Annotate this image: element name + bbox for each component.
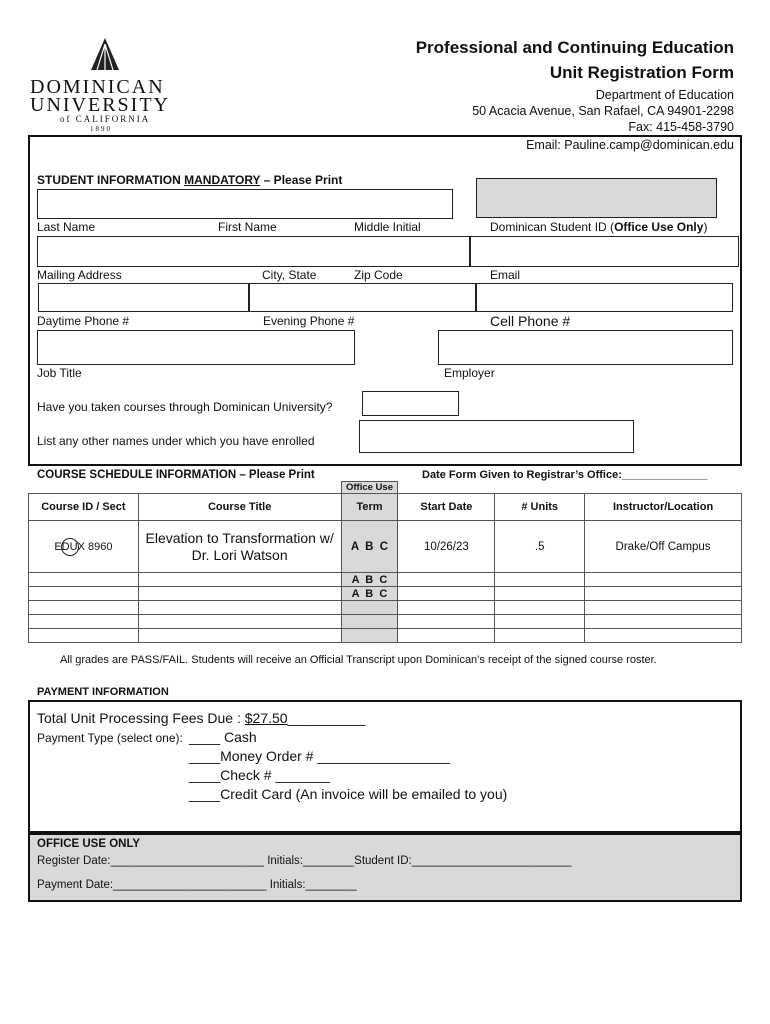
empty-cell[interactable] bbox=[585, 573, 742, 587]
other-names-input[interactable] bbox=[359, 420, 634, 453]
payment-money-order-option[interactable]: ____Money Order # _________________ bbox=[189, 748, 450, 764]
taken-courses-label: Have you taken courses through Dominican University? bbox=[37, 400, 333, 414]
grades-note: All grades are PASS/FAIL. Students will receive an Official Transcript upon Dominican’s receipt of the signed course roster. bbox=[60, 654, 657, 666]
logo-tower-icon bbox=[85, 36, 125, 72]
logo-line-4: 1890 bbox=[90, 125, 112, 133]
empty-cell[interactable] bbox=[585, 601, 742, 615]
course-id-cell[interactable] bbox=[29, 521, 139, 573]
heading-pre: STUDENT INFORMATION bbox=[37, 173, 185, 187]
header-fax: Fax: 415-458-3790 bbox=[628, 120, 734, 134]
start-date-cell[interactable]: 10/26/23 bbox=[398, 521, 495, 573]
other-names-label: List any other names under which you have enrolled bbox=[37, 434, 315, 448]
schedule-heading: COURSE SCHEDULE INFORMATION – Please Print bbox=[37, 469, 315, 481]
email-label: Email bbox=[490, 268, 521, 282]
total-fees-label: Total Unit Processing Fees Due : bbox=[37, 710, 245, 726]
email-input[interactable] bbox=[470, 236, 739, 267]
student-id-bold: Office Use Only bbox=[614, 220, 704, 234]
course-title-cell[interactable]: Elevation to Transformation w/ Dr. Lori Watson bbox=[138, 521, 341, 573]
mailing-address-input[interactable] bbox=[37, 236, 470, 267]
evening-phone-label: Evening Phone # bbox=[263, 314, 355, 328]
table-row bbox=[29, 573, 742, 587]
empty-cell[interactable] bbox=[29, 601, 139, 615]
payment-heading: PAYMENT INFORMATION bbox=[37, 686, 169, 698]
heading-mandatory: MANDATORY bbox=[184, 173, 261, 187]
empty-cell[interactable] bbox=[495, 587, 585, 601]
header-title-1: Professional and Continuing Education bbox=[415, 38, 734, 57]
empty-cell[interactable] bbox=[29, 573, 139, 587]
total-fees-value: $27.50 bbox=[244, 710, 288, 726]
job-title-label: Job Title bbox=[37, 366, 82, 380]
empty-cell[interactable] bbox=[398, 573, 495, 587]
middle-initial-label: Middle Initial bbox=[354, 220, 421, 234]
table-row bbox=[29, 615, 742, 629]
empty-cell[interactable] bbox=[398, 601, 495, 615]
col-course-id: Course ID / Sect bbox=[29, 494, 139, 521]
col-term: Term bbox=[341, 494, 398, 521]
col-course-title: Course Title bbox=[138, 494, 341, 521]
empty-cell[interactable] bbox=[29, 629, 139, 643]
daytime-phone-label: Daytime Phone # bbox=[37, 314, 130, 328]
last-name-label: Last Name bbox=[37, 220, 96, 234]
term-cell[interactable] bbox=[341, 629, 398, 643]
zip-code-label: Zip Code bbox=[354, 268, 403, 282]
header-title-2: Unit Registration Form bbox=[549, 63, 734, 82]
payment-type-label: Payment Type (select one): bbox=[37, 731, 183, 745]
empty-cell[interactable] bbox=[138, 587, 341, 601]
instructor-cell[interactable]: Drake/Off Campus bbox=[585, 521, 742, 573]
office-use-heading: OFFICE USE ONLY bbox=[37, 838, 141, 850]
city-state-label: City, State bbox=[262, 268, 317, 282]
total-fees-line bbox=[37, 710, 365, 726]
taken-courses-input[interactable] bbox=[362, 391, 459, 416]
table-row bbox=[29, 629, 742, 643]
employer-label: Employer bbox=[444, 366, 495, 380]
empty-cell[interactable] bbox=[29, 615, 139, 629]
col-start-date: Start Date bbox=[398, 494, 495, 521]
course-id-value: EDUX 8960 bbox=[54, 540, 113, 553]
table-row bbox=[29, 601, 742, 615]
date-form-label: Date Form Given to Registrar’s Office:______________ bbox=[422, 469, 708, 481]
employer-input[interactable] bbox=[438, 330, 733, 365]
empty-cell[interactable] bbox=[495, 601, 585, 615]
empty-cell[interactable] bbox=[398, 615, 495, 629]
daytime-phone-input[interactable] bbox=[38, 283, 249, 312]
empty-cell[interactable] bbox=[398, 587, 495, 601]
header-address: 50 Acacia Avenue, San Rafael, CA 94901-2298 bbox=[472, 104, 734, 118]
term-cell[interactable] bbox=[341, 601, 398, 615]
university-logo bbox=[30, 36, 175, 136]
name-input[interactable] bbox=[37, 189, 453, 219]
evening-phone-input[interactable] bbox=[249, 283, 476, 312]
term-cell[interactable] bbox=[341, 615, 398, 629]
header-dept: Department of Education bbox=[595, 88, 734, 102]
student-id-pre: Dominican Student ID ( bbox=[490, 220, 615, 234]
empty-cell[interactable] bbox=[585, 615, 742, 629]
term-cell[interactable]: A B C bbox=[341, 521, 398, 573]
term-cell[interactable]: A B C bbox=[341, 587, 398, 601]
empty-cell[interactable] bbox=[138, 573, 341, 587]
student-info-heading bbox=[37, 173, 342, 187]
empty-cell[interactable] bbox=[29, 587, 139, 601]
total-fees-tail: __________ bbox=[287, 710, 366, 726]
office-payment-line: Payment Date:________________________ Initials:________ bbox=[37, 879, 357, 891]
office-use-tab: Office Use bbox=[341, 481, 398, 493]
empty-cell[interactable] bbox=[495, 615, 585, 629]
payment-check-option[interactable]: ____Check # _______ bbox=[189, 767, 330, 783]
table-header-row bbox=[29, 494, 742, 521]
term-cell[interactable]: A B C bbox=[341, 573, 398, 587]
student-id-input bbox=[476, 178, 717, 218]
table-row bbox=[29, 587, 742, 601]
units-cell[interactable]: .5 bbox=[495, 521, 585, 573]
first-name-label: First Name bbox=[218, 220, 277, 234]
empty-cell[interactable] bbox=[138, 615, 341, 629]
payment-credit-card-option[interactable]: ____Credit Card (An invoice will be emailed to you) bbox=[189, 786, 508, 802]
circle-mark-icon bbox=[61, 538, 79, 556]
logo-line-3: of CALIFORNIA bbox=[60, 114, 151, 124]
job-title-input[interactable] bbox=[37, 330, 355, 365]
course-schedule-table bbox=[28, 493, 742, 643]
heading-post: – Please Print bbox=[260, 173, 343, 187]
empty-cell[interactable] bbox=[138, 601, 341, 615]
office-register-line: Register Date:________________________ Initials:________Student ID:_________________________ bbox=[37, 855, 572, 867]
form-header bbox=[416, 38, 734, 134]
cell-phone-input[interactable] bbox=[476, 283, 733, 312]
empty-cell[interactable] bbox=[398, 629, 495, 643]
header-email: Email: Pauline.camp@dominican.edu bbox=[526, 138, 734, 152]
empty-cell[interactable] bbox=[495, 573, 585, 587]
logo-line-2: UNIVERSITY bbox=[30, 94, 170, 116]
cell-phone-label: Cell Phone # bbox=[490, 313, 571, 329]
student-id-label bbox=[490, 220, 707, 234]
empty-cell[interactable] bbox=[585, 587, 742, 601]
table-row bbox=[29, 521, 742, 573]
empty-cell[interactable] bbox=[585, 629, 742, 643]
empty-cell[interactable] bbox=[138, 629, 341, 643]
logo-line-1: DOMINICAN bbox=[30, 76, 165, 98]
empty-cell[interactable] bbox=[495, 629, 585, 643]
student-id-post: ) bbox=[703, 220, 708, 234]
payment-cash-option[interactable]: ____ Cash bbox=[189, 729, 257, 745]
col-instructor: Instructor/Location bbox=[585, 494, 742, 521]
col-units: # Units bbox=[495, 494, 585, 521]
mailing-address-label: Mailing Address bbox=[37, 268, 122, 282]
